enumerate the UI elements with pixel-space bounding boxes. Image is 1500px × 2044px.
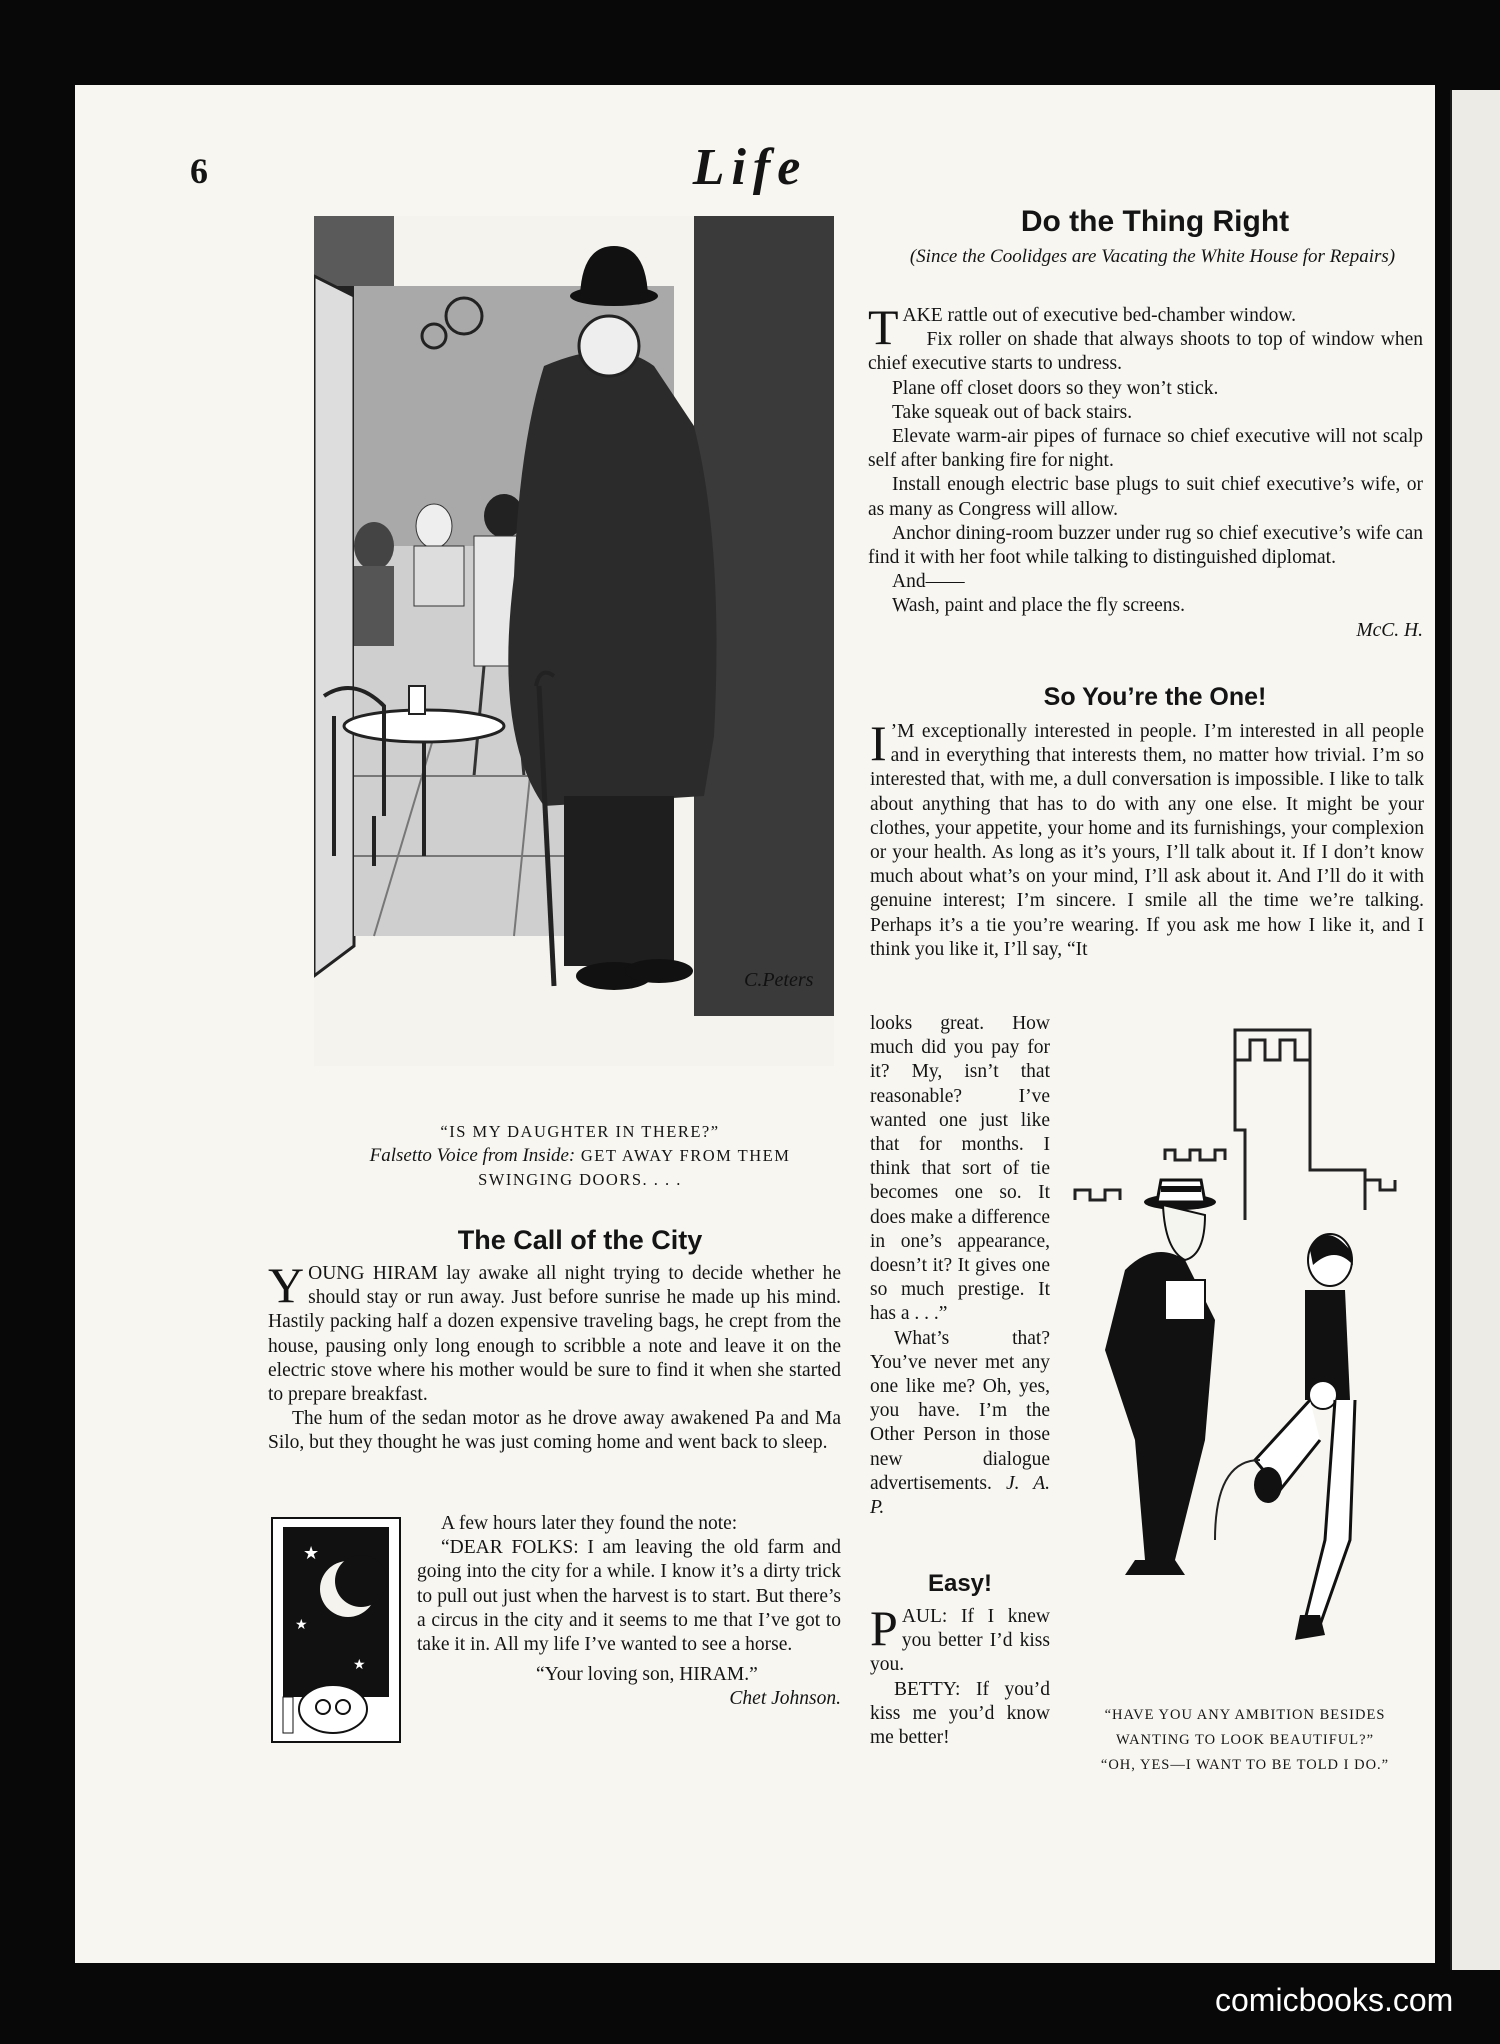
cartoon2-caption-line1: “HAVE YOU ANY AMBITION BESIDES — [1104, 1707, 1386, 1723]
youre-the-one-body-narrow — [870, 1012, 1050, 1520]
source-watermark: comicbooks.com — [1215, 1982, 1454, 2018]
do-thing-right-author: McC. H. — [1356, 619, 1423, 641]
do-thing-right-dropcap: T — [868, 299, 899, 355]
call-of-city-closing: “Your loving son, HIRAM.” — [536, 1664, 758, 1686]
easy-body — [870, 1600, 1050, 1750]
youre-the-one-p2-text: What’s that? You’ve never met any one like me? Oh, yes, you have. I’m the Other Person in those new dialogue advertisements. — [870, 1327, 1050, 1494]
call-of-city-title: The Call of the City — [457, 1225, 703, 1255]
easy-p2: BETTY: If you’d kiss me you’d know me better! — [870, 1678, 1050, 1749]
page-number: 6 — [190, 151, 208, 191]
do-thing-right-p2: Fix roller on shade that always shoots to top of window when chief executive starts to undress. — [868, 329, 1423, 375]
youre-the-one-body — [870, 715, 1424, 962]
cartoon2-caption-line2: WANTING TO LOOK BEAUTIFUL?” — [1115, 1732, 1375, 1748]
cartoon1-caption-line2 — [300, 1144, 860, 1168]
adjacent-page-edge — [1450, 90, 1500, 1970]
cartoon1-caption-speaker: Falsetto Voice from Inside: — [369, 1145, 576, 1166]
do-thing-right-p3: Plane off closet doors so they won’t stick. — [892, 377, 1219, 399]
cartoon-old-man-doorway — [314, 216, 834, 1066]
cartoon-man-and-woman — [1065, 1020, 1435, 1680]
cartoon2-caption — [1050, 1703, 1440, 1778]
easy-title: Easy! — [927, 1570, 993, 1597]
svg-text:★: ★ — [303, 1543, 320, 1563]
youre-the-one-p1: ’M exceptionally interested in people. I’m interested in all people and in everything that interests them, no matter how trivial. I’m so interested that, with me, a dull conversation is impossible. I like to talk about anything that has to do with any one else. It might be your clothes, your appetite, your home and its furnishings, your complexion or your health. As long as it’s yours, I’ll talk about it. If I don’t know much about what’s on your mind, I’ll ask about it. And I’ll do it with genuine interest; I’m sincere. I smile all the time we’re talking. Perhaps it’s a tie you’re wearing. If you ask me how I like it, and I think you like it, I’ll say, “It — [870, 721, 1424, 960]
svg-text:★: ★ — [295, 1618, 308, 1633]
call-of-city-p1: OUNG HIRAM lay awake all night trying to decide whether he should stay or run away. Just before sunrise he made up his mind. Hastily packing half a dozen expensive traveling bags, he crept from the house, pausing only long enough to scribble a note and leave it on the electric stove where his mother would be sure to find it when she started to prepare breakfast. — [268, 1263, 841, 1406]
do-thing-right-body — [868, 299, 1423, 643]
easy-dropcap: P — [870, 1600, 898, 1656]
do-thing-right-p4: Take squeak out of back stairs. — [892, 401, 1133, 423]
youre-the-one-title: So You’re the One! — [1043, 683, 1267, 711]
artist-signature: C.Peters — [744, 969, 814, 991]
do-thing-right-p6: Install enough electric base plugs to suit chief executive’s wife, or as many as Congress will allow. — [868, 474, 1423, 520]
do-thing-right-p7: Anchor dining-room buzzer under rug so chief executive’s wife can find it with her foot while talking to distinguished diplomat. — [868, 522, 1423, 569]
call-of-city-p3: A few hours later they found the note: — [441, 1513, 738, 1534]
do-thing-right-title: Do the Thing Right — [1020, 205, 1290, 238]
youre-the-one-p2 — [870, 1327, 1050, 1521]
cartoon2-illustration — [1065, 1020, 1435, 1680]
call-of-city-p4: “DEAR FOLKS: I am leaving the old farm and going into the city for a while. I know it’s a dirty trick to pull out just when the harvest is to start. But there’s a circus in the city and it seems to me that I’ve got to take it in. All my life I’ve wanted to see a horse. — [417, 1537, 841, 1656]
easy-p1: AUL: If I knew you better I’d kiss you. — [870, 1606, 1050, 1676]
masthead: Life — [692, 139, 808, 196]
call-of-city-dropcap: Y — [268, 1257, 305, 1313]
do-thing-right-p8: And—— — [892, 571, 965, 593]
do-thing-right-p5: Elevate warm-air pipes of furnace so chief executive will not scalp self after banking fire for night. — [868, 426, 1423, 472]
cartoon1-caption — [300, 1120, 860, 1192]
do-thing-right-p9: Wash, paint and place the fly screens. — [892, 595, 1185, 617]
svg-text:★: ★ — [353, 1658, 366, 1673]
youre-the-one-author: J. A. P. — [870, 1472, 1050, 1519]
cartoon1-caption-line1: “IS MY DAUGHTER IN THERE?” — [440, 1122, 720, 1141]
do-thing-right-p1: AKE rattle out of executive bed-chamber window. — [902, 305, 1297, 326]
do-thing-right-subtitle: (Since the Coolidges are Vacating the White House for Repairs) — [909, 246, 1396, 267]
cartoon1-caption-line3: SWINGING DOORS. . . . — [478, 1170, 682, 1189]
call-of-city-body-2 — [417, 1512, 841, 1712]
night-sky-drawing — [273, 1519, 399, 1741]
moon-window-illustration — [271, 1517, 401, 1743]
youre-the-one-dropcap: I — [870, 715, 887, 771]
youre-the-one-p1b: looks great. How much did you pay for it? My, isn’t that reasonable? I’ve wanted one just like that for months. I think that sort of tie becomes one so. It does make a difference in one’s appearance, doesn’t it? It gives one so much prestige. It has a . . .” — [870, 1013, 1050, 1325]
call-of-city-body — [268, 1257, 841, 1456]
call-of-city-p2: The hum of the sedan motor as he drove away awakened Pa and Ma Silo, but they thought he was just coming home and went back to sleep. — [268, 1408, 841, 1454]
cartoon1-caption-speech: GET AWAY FROM THEM — [580, 1146, 791, 1165]
call-of-city-author: Chet Johnson. — [729, 1688, 841, 1710]
cartoon2-caption-line3: “OH, YES—I WANT TO BE TOLD I DO.” — [1100, 1757, 1390, 1773]
cartoon-illustration — [314, 216, 834, 1066]
